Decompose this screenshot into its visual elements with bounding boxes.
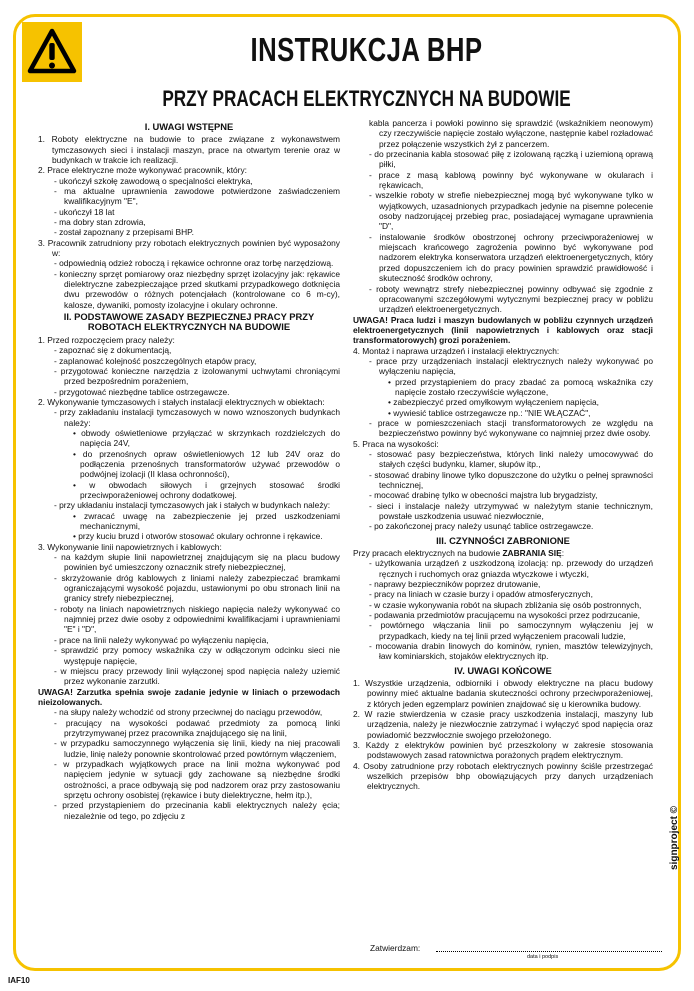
- list-item: - pracujący na wysokości podawać przedmioty za pomocą linki przytrzymywanej przez pracownika znajdującego się na linii,: [54, 717, 340, 738]
- list-item: - prace na linii należy wykonywać po wyłączeniu napięcia,: [54, 634, 269, 645]
- brand-label: signproject ©: [669, 805, 680, 870]
- list-item: - stosować drabiny linowe tylko dopuszczone do użytku o pełnej sprawności technicznej,: [369, 469, 653, 491]
- list-item: - ma aktualne uprawnienia zawodowe potwierdzone zaświadczeniem kwalifikacyjnym "E",: [54, 185, 340, 207]
- intro-colon: :: [561, 547, 565, 558]
- list-item: • zwracać uwagę na zabezpieczenie jej przed uszkodzeniami mechanicznymi,: [73, 510, 340, 532]
- intro-text: Przy pracach elektrycznych na budowie: [353, 547, 503, 558]
- list-item: - prace w pomieszczeniach stacji transformatorowych ze względu na bezpieczeństwo powinny być wykonywane co najmniej przez dwie osoby.: [369, 417, 653, 439]
- prohibited-intro: [353, 548, 653, 558]
- list-item: - w miejscu pracy przewody linii wyłączonej spod napięcia należy uziemić przez wykonanie zarzutki.: [54, 665, 340, 687]
- list-item: - sieci i instalacje należy utrzymywać w należytym stanie technicznym, powstałe uszkodzenia usuwać niezwłocznie,: [369, 500, 653, 522]
- list-item: - powtórnego włączania linii po samoczynnym wyłączeniu jej w przypadkach, kiedy na tej linii przed wyłączeniem pracowali ludzie,: [369, 620, 653, 641]
- list-item: - przy zakładaniu instalacji tymczasowych w nowo wznoszonych budynkach należy:: [54, 407, 340, 428]
- list-item: • przy kuciu bruzd i otworów stosować okulary ochronne i rękawice.: [73, 531, 323, 542]
- list-item: - użytkowania urządzeń z uszkodzoną izolacją: np. przewody do urządzeń ręcznych i ruchomych oraz gniazda wtyczkowe i wtyczki,: [369, 558, 653, 579]
- list-item: - w czasie wykonywania robót na słupach zbliżania się osób postronnych,: [369, 599, 642, 610]
- list-item: 1. Roboty elektryczne na budowie to prace związane z wykonawstwem tymczasowych sieci i instalacji maszyn, prace na otwartym terenie oraz w budynkach w trakcie ich realizacji.: [38, 134, 340, 165]
- list-item: - przed przystąpieniem do przecinania kabli elektrycznych należy ęcia; niezależnie od tego, po zdjęciu z: [54, 800, 340, 821]
- list-item: - wszelkie roboty w strefie niebezpiecznej mogą być wykonywane tylko w wyjątkowych, uzasadnionych przypadkach jedynie na pisemne polecenie osoby nadzorującej przebieg prac, posiadającej wymagane uprawnienia "D",: [369, 190, 653, 232]
- list-item: - stosować pasy bezpieczeństwa, których linki należy umocowywać do stałych części budynku, klamer, słupów itp.,: [369, 449, 653, 470]
- list-item: - na każdym słupie linii napowietrznej znajdującym się na placu budowy powinien być umieszczony oznacznik strefy niebezpiecznej,: [54, 552, 340, 573]
- approved-label: Zatwierdzam:: [370, 943, 421, 953]
- list-item: 2. W razie stwierdzenia w czasie pracy uszkodzenia instalacji, maszyny lub urządzenia, należy je niezwłocznie zatrzymać i wyłączyć spod napięcia oraz powiadomić bezzwłocznie swojego przełożonego.: [353, 708, 653, 740]
- list-item: - sprawdzić przy pomocy wskaźnika czy w odłączonym odcinku sieci nie występuje napięcie,: [54, 645, 340, 666]
- list-item: - przygotować niezbędne tablice ostrzegawcze.: [54, 386, 230, 397]
- list-item: 4. Montaż i naprawa urządzeń i instalacji elektrycznych:: [353, 345, 560, 356]
- section-title: I. UWAGI WSTĘPNE: [144, 121, 234, 132]
- list-item: - roboty na liniach napowietrznych niskiego napięcia należy wykonywać co najmniej przez dwie osoby z odpowiednimi kwalifikacjami i uprawnieniami "E" i "D",: [54, 603, 340, 635]
- list-item: - prace z masą kablową powinny być wykonywane w okularach i rękawicach,: [369, 169, 653, 191]
- list-item: • wywiesić tablice ostrzegawcze np.: "NIE WŁĄCZAĆ",: [388, 407, 591, 418]
- list-item: 3. Wykonywanie linii napowietrznych i kablowych:: [38, 541, 222, 552]
- list-item: - przygotować konieczne narzędzia z izolowanymi uchwytami chroniącymi przed bezpośrednim porażeniem,: [54, 365, 340, 387]
- list-item: - mocowania drabin linowych do kominów, rynien, masztów telewizyjnych, ław kominiarskich, stojaków elektrycznych itp.: [369, 641, 653, 662]
- list-item: 1. Wszystkie urządzenia, odbiorniki i obwody elektryczne na placu budowy powinny mieć aktualne badania skuteczności ochrony przeciwporażeniowej, z których jeden egzemplarz powinien znajdować się u kierownika budowy.: [353, 677, 653, 709]
- list-item: • obwody oświetleniowe przyłączać w skrzynkach rozdzielczych do napięcia 24V,: [73, 427, 340, 449]
- list-item: - zaplanować kolejność poszczególnych etapów pracy,: [54, 355, 257, 366]
- list-item: 3. Każdy z elektryków powinien być przeszkolony w zakresie stosowania podstawowych zasad ratownictwa porażonych prądem elektrycznym.: [353, 740, 653, 761]
- section-title: IV. UWAGI KOŃCOWE: [454, 664, 552, 676]
- signature-line: [436, 951, 662, 952]
- list-item: - ukończył szkołę zawodową o specjalności elektryka,: [54, 175, 253, 186]
- list-item: - prace przy urządzeniach instalacji elektrycznych należy wykonywać po wyłączeniu napięcia,: [369, 355, 653, 377]
- prohibited-emphasis: ZABRANIA SIĘ: [502, 547, 562, 558]
- list-item: • do przenośnych opraw oświetleniowych 12 lub 24V oraz do podłączenia przenośnych transformatorów używać przewodów o podwójnej izolacji (II klasa ochronności),: [73, 448, 340, 480]
- page-subtitle: PRZY PRACACH ELEKTRYCZNYCH NA BUDOWIE: [162, 86, 571, 111]
- page-title: INSTRUKCJA BHP: [250, 31, 483, 68]
- product-code: IAF10: [8, 976, 30, 985]
- list-item: - ma dobry stan zdrowia,: [54, 216, 146, 227]
- list-item: - naprawy bezpieczników poprzez drutowanie,: [369, 578, 541, 589]
- list-item: - został zapoznany z przepisami BHP.: [54, 227, 194, 238]
- list-item: 2. Prace elektryczne może wykonywać pracownik, który:: [38, 165, 247, 176]
- list-item: 1. Przed rozpoczęciem pracy należy:: [38, 334, 175, 345]
- warning-note: UWAGA! Zarzutka spełnia swoje zadanie jedynie w liniach o przewodach nieizolowanych.: [38, 686, 340, 707]
- list-item: 4. Osoby zatrudnione przy robotach elektrycznych powinny ściśle przestrzegać wszelkich przepisów bhp obowiązujących przy danych urządzeniach elektrycznych.: [353, 760, 653, 792]
- list-item: - w przypadkach wyjątkowych prace na linii można wykonywać pod napięciem jedynie w sytuacji gdy zachowane są niezbędne środki ostrożności, a prace odbywają się pod nadzorem oraz przy zastosowaniu sprzętu ochrony osobistej (rękawice i buty dielektryczne, hełm itp.),: [54, 758, 340, 800]
- list-item: - konieczny sprzęt pomiarowy oraz niezbędny sprzęt izolacyjny jak: rękawice dielektryczne zabezpieczające przed skutkami przypadkowego dotknięcia dwu przewodów o różnych potencjałach (kontrolowane co 6 m-cy), kalosze, dywaniki, pomosty izolacyjne i okulary ochronne.: [54, 268, 340, 310]
- list-item: 3. Pracownik zatrudniony przy robotach elektrycznych powinien być wyposażony w:: [38, 237, 340, 258]
- list-item: - roboty wewnątrz strefy niebezpiecznej powinny odbywać się zgodnie z opracowanymi szczegółowymi wytycznymi bezpiecznej pracy w pobliżu urządzeń elektroenergetycznych.: [369, 283, 653, 315]
- list-item: - przy układaniu instalacji tymczasowych jak i stałych w budynkach należy:: [54, 500, 331, 511]
- list-item: - ukończył 18 lat: [54, 206, 115, 217]
- list-item: - do przecinania kabla stosować piłę z izolowaną rączką i uziemioną oprawą piłki,: [369, 149, 653, 170]
- list-item: - zapoznać się z dokumentacją,: [54, 345, 172, 356]
- list-item: - mocować drabinę tylko w obecności majstra lub brygadzisty,: [369, 490, 598, 501]
- list-item: kabla pancerza i powłoki powinno się sprawdzić (wskaźnikiem neonowym) czy rzeczywiście napięcie zostało wyłączone, następnie kabel rozładować przez połączenie wszystkich żył z pancerzem.: [369, 118, 653, 149]
- right-column: [353, 118, 653, 792]
- list-item: - w przypadku samoczynnego wyłączenia się linii, kiedy na niej pracowali ludzie, linię należy ponownie skontrolować przed powtórnym włączeniem,: [54, 738, 340, 759]
- list-item: 5. Praca na wysokości:: [353, 438, 439, 449]
- list-item: - podawania przedmiotów pracującemu na wysokości przez podrzucanie,: [369, 610, 640, 621]
- signature-caption: data i podpis: [527, 954, 559, 960]
- section-title: II. PODSTAWOWE ZASADY BEZPIECZNEJ PRACY PRZY ROBOTACH ELEKTRYCZNYCH NA BUDOWIE: [63, 311, 315, 333]
- list-item: 2. Wykonywanie tymczasowych i stałych instalacji elektrycznych w obiektach:: [38, 396, 325, 407]
- list-item: - instalowanie środków obostrzonej ochrony przeciwporażeniowej w miejscach krańcowego zagrożenia powinno być wykonywane pod nadzorem elektryka konserwatora urządzeń elektroenergetycznych, który przed dopuszczeniem ich do pracy powinien sprawdzić prawidłowość i skuteczność środków ochrony,: [369, 231, 653, 284]
- list-item: - po zakończonej pracy należy usunąć tablice ostrzegawcze.: [369, 521, 594, 532]
- list-item: • zabezpieczyć przed omyłkowym wyłączeniem napięcia,: [388, 397, 599, 408]
- list-item: • w obwodach siłowych i grzejnych stosować środki przeciwporażeniowej ochrony dodatkowej.: [73, 479, 340, 501]
- section-title: III. CZYNNOŚCI ZABRONIONE: [436, 534, 570, 546]
- warning-note: UWAGA! Praca ludzi i maszyn budowlanych w pobliżu czynnych urządzeń elektroenergetycznych (linii napowietrznych i kablowych oraz stacji transformatorowych) grozi porażeniem.: [353, 314, 653, 346]
- list-item: - pracy na liniach w czasie burzy i opadów atmosferycznych,: [369, 589, 593, 600]
- list-item: - skrzyżowanie dróg kablowych z liniami należy zabezpieczać bramkami ograniczającymi wysokość pojazdu, ustawionymi po obu stronach linii na granicy strefy niebezpiecznej,: [54, 572, 340, 604]
- list-item: - odpowiednią odzież roboczą i rękawice ochronne oraz torbę narzędziową.: [54, 258, 334, 269]
- list-item: - na słupy należy wchodzić od strony przeciwnej do naciągu przewodów,: [54, 707, 323, 718]
- list-item: • przed przystąpieniem do pracy zbadać za pomocą wskaźnika czy napięcie zostało rzeczywiście wyłączone,: [388, 376, 653, 397]
- warning-triangle-icon: [22, 22, 82, 82]
- left-column: [38, 118, 340, 821]
